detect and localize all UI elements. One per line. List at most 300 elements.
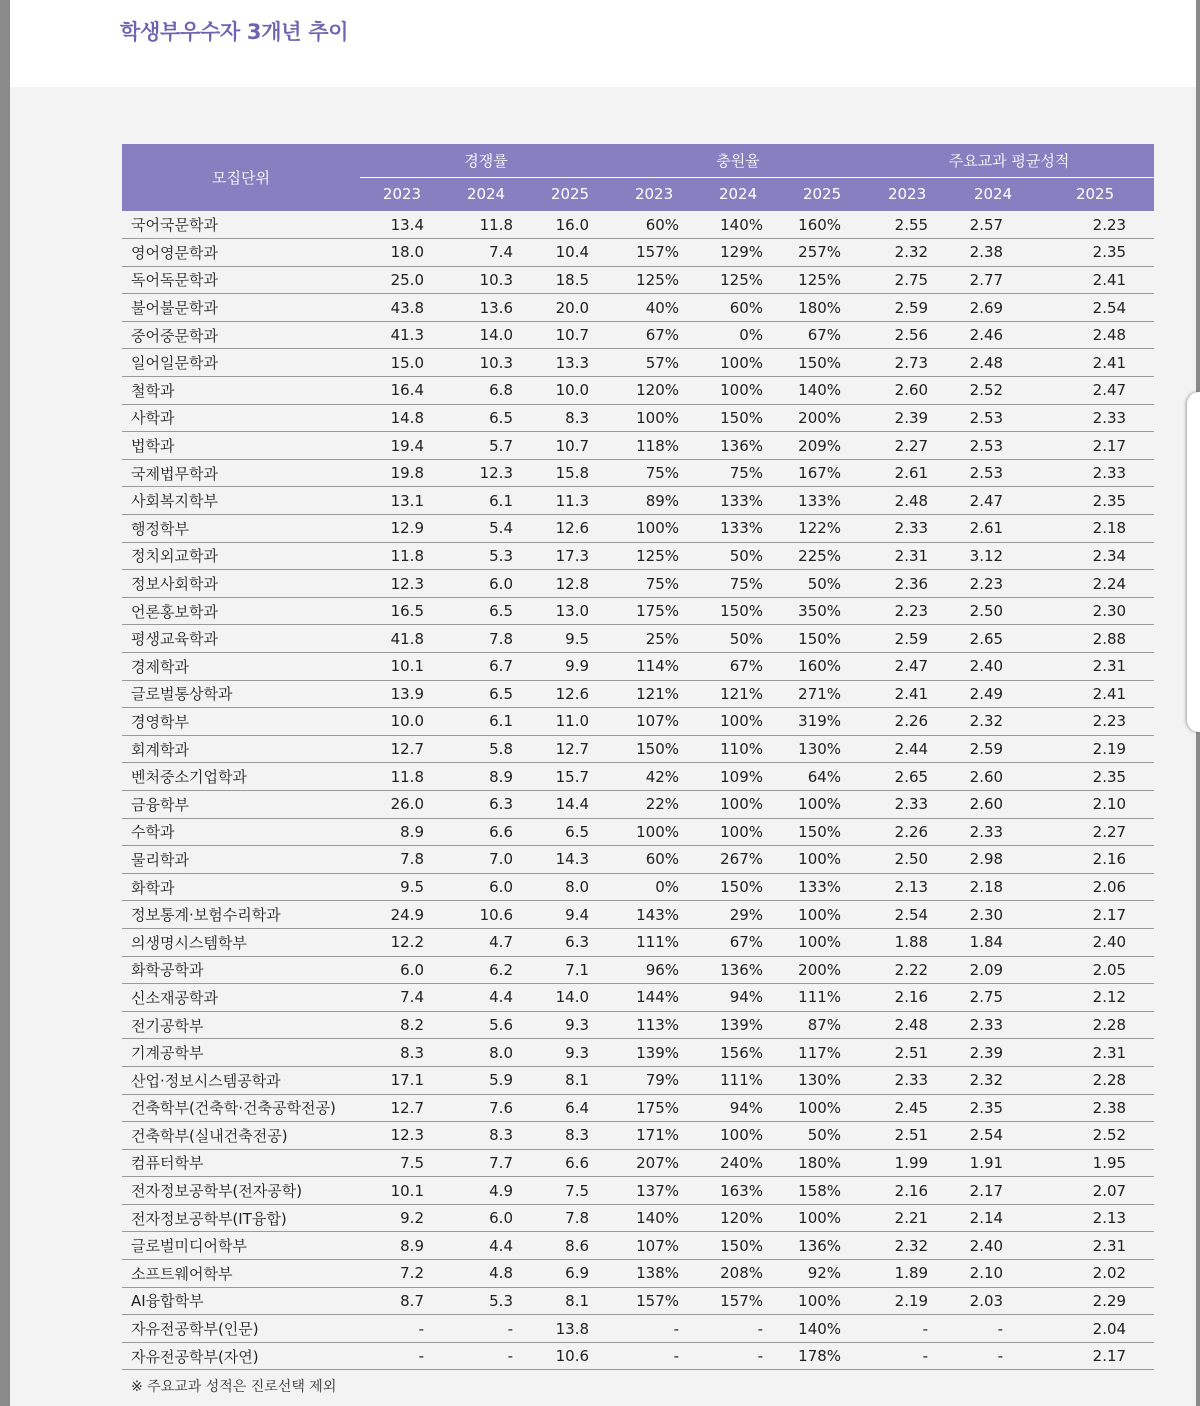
year-header: 2023 — [864, 177, 950, 211]
table-cell: 107% — [612, 1232, 696, 1260]
table-cell: 2.18 — [1036, 515, 1154, 543]
table-cell: - — [696, 1315, 780, 1343]
table-cell: 267% — [696, 846, 780, 874]
table-cell: 50% — [780, 570, 864, 598]
table-cell: 100% — [612, 404, 696, 432]
department-name: 금융학부 — [122, 790, 360, 818]
table-cell: 100% — [696, 818, 780, 846]
table-row — [122, 1122, 1154, 1150]
table-cell: 7.2 — [360, 1260, 444, 1288]
table-cell: 13.6 — [444, 294, 528, 322]
group-header-competition: 경쟁률 — [360, 144, 612, 177]
table-cell: 2.28 — [1036, 1066, 1154, 1094]
table-cell: 2.23 — [1036, 708, 1154, 736]
table-cell: 9.5 — [528, 625, 612, 653]
table-cell: 9.9 — [528, 653, 612, 681]
table-cell: 150% — [612, 735, 696, 763]
table-cell: 125% — [696, 266, 780, 294]
table-cell: 22% — [612, 790, 696, 818]
department-name: 경제학과 — [122, 653, 360, 681]
table-cell: 25.0 — [360, 266, 444, 294]
table-cell: 2.36 — [864, 570, 950, 598]
table-cell: 2.30 — [1036, 597, 1154, 625]
table-cell: 4.4 — [444, 984, 528, 1012]
table-cell: 110% — [696, 735, 780, 763]
table-cell: 180% — [780, 1149, 864, 1177]
table-row — [122, 266, 1154, 294]
department-name: 의생명시스템학부 — [122, 928, 360, 956]
department-name: 철학과 — [122, 377, 360, 405]
table-cell: 10.0 — [360, 708, 444, 736]
table-cell: 60% — [612, 846, 696, 874]
table-cell: 6.5 — [528, 818, 612, 846]
table-cell: 150% — [696, 404, 780, 432]
table-cell: 5.8 — [444, 735, 528, 763]
table-cell: 6.1 — [444, 487, 528, 515]
department-name: 행정학부 — [122, 515, 360, 543]
table-cell: 57% — [612, 349, 696, 377]
table-cell: 19.8 — [360, 459, 444, 487]
table-cell: 2.33 — [864, 515, 950, 543]
table-cell: 139% — [696, 1011, 780, 1039]
table-cell: - — [444, 1315, 528, 1343]
table-cell: 2.60 — [864, 377, 950, 405]
table-cell: 6.6 — [444, 818, 528, 846]
table-cell: 150% — [780, 349, 864, 377]
table-row — [122, 984, 1154, 1012]
table-cell: 125% — [612, 542, 696, 570]
table-cell: 2.47 — [950, 487, 1036, 515]
table-cell: 2.41 — [864, 680, 950, 708]
title-band — [10, 0, 1196, 87]
table-cell: 6.5 — [444, 680, 528, 708]
table-cell: 150% — [696, 873, 780, 901]
table-cell: 41.3 — [360, 321, 444, 349]
department-name: 글로벌미디어학부 — [122, 1232, 360, 1260]
table-cell: 2.19 — [1036, 735, 1154, 763]
table-row — [122, 1204, 1154, 1232]
table-cell: 20.0 — [528, 294, 612, 322]
table-cell: 143% — [612, 901, 696, 929]
table-cell: 140% — [780, 377, 864, 405]
table-cell: 9.2 — [360, 1204, 444, 1232]
table-cell: 100% — [696, 377, 780, 405]
table-cell: 6.0 — [444, 873, 528, 901]
table-cell: 96% — [612, 956, 696, 984]
table-cell: 13.1 — [360, 487, 444, 515]
table-row — [122, 625, 1154, 653]
table-cell: 2.47 — [864, 653, 950, 681]
table-row — [122, 1094, 1154, 1122]
table-cell: 2.35 — [1036, 239, 1154, 267]
table-cell: 129% — [696, 239, 780, 267]
table-cell: 2.54 — [1036, 294, 1154, 322]
table-cell: 2.33 — [864, 790, 950, 818]
table-cell: 6.1 — [444, 708, 528, 736]
table-cell: 100% — [696, 1122, 780, 1150]
table-cell: 163% — [696, 1177, 780, 1205]
table-cell: 9.4 — [528, 901, 612, 929]
table-cell: 89% — [612, 487, 696, 515]
table-cell: 2.59 — [950, 735, 1036, 763]
department-name: 수학과 — [122, 818, 360, 846]
department-name: 전자정보공학부(IT융합) — [122, 1204, 360, 1232]
table-cell: 2.59 — [864, 294, 950, 322]
table-cell: 10.1 — [360, 653, 444, 681]
table-cell: 2.57 — [950, 211, 1036, 239]
table-cell: 2.75 — [950, 984, 1036, 1012]
table-row — [122, 790, 1154, 818]
table-cell: 19.4 — [360, 432, 444, 460]
table-cell: 2.33 — [1036, 459, 1154, 487]
table-cell: 150% — [780, 818, 864, 846]
table-row — [122, 597, 1154, 625]
table-cell: 6.4 — [528, 1094, 612, 1122]
table-cell: 2.59 — [864, 625, 950, 653]
table-cell: 2.23 — [1036, 211, 1154, 239]
department-name: 중어중문학과 — [122, 321, 360, 349]
unit-header: 모집단위 — [122, 144, 360, 211]
table-cell: 2.02 — [1036, 1260, 1154, 1288]
table-row — [122, 321, 1154, 349]
department-name: AI융합학부 — [122, 1287, 360, 1315]
department-name: 소프트웨어학부 — [122, 1260, 360, 1288]
table-cell: 13.4 — [360, 211, 444, 239]
table-cell: 40% — [612, 294, 696, 322]
table-cell: 11.8 — [444, 211, 528, 239]
table-cell: 7.6 — [444, 1094, 528, 1122]
table-row — [122, 1260, 1154, 1288]
table-cell: 5.4 — [444, 515, 528, 543]
table-cell: 41.8 — [360, 625, 444, 653]
table-cell: 117% — [780, 1039, 864, 1067]
year-header: 2025 — [1036, 177, 1154, 211]
table-cell: - — [864, 1342, 950, 1370]
table-cell: 1.95 — [1036, 1149, 1154, 1177]
table-cell: 10.6 — [444, 901, 528, 929]
table-cell: 2.48 — [1036, 321, 1154, 349]
table-cell: - — [360, 1342, 444, 1370]
table-cell: 12.9 — [360, 515, 444, 543]
table-cell: 157% — [612, 239, 696, 267]
table-row — [122, 1149, 1154, 1177]
table-row — [122, 294, 1154, 322]
table-cell: 319% — [780, 708, 864, 736]
table-cell: 2.35 — [1036, 763, 1154, 791]
table-cell: 8.7 — [360, 1287, 444, 1315]
table-cell: 60% — [612, 211, 696, 239]
table-cell: 8.3 — [444, 1122, 528, 1150]
table-cell: 100% — [780, 846, 864, 874]
table-cell: 7.4 — [444, 239, 528, 267]
department-name: 전자정보공학부(전자공학) — [122, 1177, 360, 1205]
table-cell: 3.12 — [950, 542, 1036, 570]
table-cell: - — [950, 1342, 1036, 1370]
department-name: 화학공학과 — [122, 956, 360, 984]
department-name: 글로벌통상학과 — [122, 680, 360, 708]
table-cell: 92% — [780, 1260, 864, 1288]
table-cell: 121% — [612, 680, 696, 708]
table-cell: 107% — [612, 708, 696, 736]
table-cell: 125% — [612, 266, 696, 294]
table-cell: 2.16 — [864, 984, 950, 1012]
department-name: 사학과 — [122, 404, 360, 432]
table-cell: 6.0 — [444, 570, 528, 598]
table-cell: 2.33 — [950, 1011, 1036, 1039]
document-page — [10, 0, 1196, 1406]
table-cell: 2.17 — [1036, 901, 1154, 929]
table-cell: 2.53 — [950, 459, 1036, 487]
department-name: 정보사회학과 — [122, 570, 360, 598]
table-cell: 42% — [612, 763, 696, 791]
table-cell: 8.3 — [528, 404, 612, 432]
table-cell: 2.18 — [950, 873, 1036, 901]
table-cell: - — [612, 1315, 696, 1343]
table-cell: 75% — [612, 570, 696, 598]
table-cell: 2.21 — [864, 1204, 950, 1232]
year-header: 2023 — [612, 177, 696, 211]
table-cell: 8.2 — [360, 1011, 444, 1039]
table-row — [122, 1066, 1154, 1094]
table-cell: 2.32 — [950, 1066, 1036, 1094]
table-cell: 60% — [696, 294, 780, 322]
table-cell: 5.9 — [444, 1066, 528, 1094]
table-cell: 2.27 — [1036, 818, 1154, 846]
table-cell: 2.48 — [864, 1011, 950, 1039]
table-row — [122, 928, 1154, 956]
department-name: 자유전공학부(인문) — [122, 1315, 360, 1343]
table-row — [122, 1342, 1154, 1370]
table-cell: 6.6 — [528, 1149, 612, 1177]
table-cell: 75% — [612, 459, 696, 487]
table-cell: 2.49 — [950, 680, 1036, 708]
table-cell: 100% — [780, 1094, 864, 1122]
table-cell: 175% — [612, 597, 696, 625]
table-cell: - — [444, 1342, 528, 1370]
table-row — [122, 846, 1154, 874]
table-cell: 67% — [696, 653, 780, 681]
year-header: 2023 — [360, 177, 444, 211]
table-cell: 120% — [696, 1204, 780, 1232]
table-cell: 178% — [780, 1342, 864, 1370]
table-cell: 67% — [612, 321, 696, 349]
table-cell: 136% — [780, 1232, 864, 1260]
table-cell: 133% — [780, 487, 864, 515]
table-cell: 200% — [780, 956, 864, 984]
table-cell: 2.40 — [1036, 928, 1154, 956]
table-row — [122, 515, 1154, 543]
table-cell: 14.0 — [444, 321, 528, 349]
table-cell: 8.0 — [444, 1039, 528, 1067]
table-cell: 2.55 — [864, 211, 950, 239]
department-name: 독어독문학과 — [122, 266, 360, 294]
table-cell: 8.3 — [528, 1122, 612, 1150]
table-cell: 111% — [696, 1066, 780, 1094]
table-cell: 111% — [612, 928, 696, 956]
table-cell: 24.9 — [360, 901, 444, 929]
table-cell: - — [612, 1342, 696, 1370]
table-cell: 2.31 — [1036, 1232, 1154, 1260]
table-cell: 9.3 — [528, 1039, 612, 1067]
table-cell: 2.14 — [950, 1204, 1036, 1232]
table-cell: 2.52 — [950, 377, 1036, 405]
table-cell: 2.51 — [864, 1122, 950, 1150]
table-cell: 2.48 — [864, 487, 950, 515]
table-cell: 133% — [696, 487, 780, 515]
table-cell: 150% — [696, 597, 780, 625]
table-cell: 7.0 — [444, 846, 528, 874]
table-cell: 2.31 — [864, 542, 950, 570]
table-cell: 12.7 — [360, 1094, 444, 1122]
table-cell: 13.3 — [528, 349, 612, 377]
table-cell: 2.13 — [864, 873, 950, 901]
table-cell: 0% — [696, 321, 780, 349]
table-cell: 8.1 — [528, 1066, 612, 1094]
table-cell: 0% — [612, 873, 696, 901]
table-cell: 2.17 — [950, 1177, 1036, 1205]
table-cell: 2.98 — [950, 846, 1036, 874]
table-cell: 150% — [780, 625, 864, 653]
table-cell: 14.3 — [528, 846, 612, 874]
table-cell: 14.4 — [528, 790, 612, 818]
table-cell: 2.53 — [950, 404, 1036, 432]
table-cell: 2.52 — [1036, 1122, 1154, 1150]
table-cell: 7.1 — [528, 956, 612, 984]
table-cell: 100% — [696, 708, 780, 736]
table-cell: 240% — [696, 1149, 780, 1177]
table-cell: 4.4 — [444, 1232, 528, 1260]
table-cell: 13.9 — [360, 680, 444, 708]
table-cell: 1.99 — [864, 1149, 950, 1177]
table-cell: 100% — [612, 818, 696, 846]
table-cell: 6.8 — [444, 377, 528, 405]
table-cell: 4.7 — [444, 928, 528, 956]
table-cell: 6.3 — [444, 790, 528, 818]
table-cell: 2.22 — [864, 956, 950, 984]
table-cell: 11.8 — [360, 542, 444, 570]
table-cell: 2.29 — [1036, 1287, 1154, 1315]
table-cell: 12.7 — [528, 735, 612, 763]
table-cell: 2.44 — [864, 735, 950, 763]
table-cell: 100% — [780, 1204, 864, 1232]
table-cell: 2.13 — [1036, 1204, 1154, 1232]
table-cell: 10.0 — [528, 377, 612, 405]
table-cell: 15.7 — [528, 763, 612, 791]
table-cell: 2.23 — [864, 597, 950, 625]
table-cell: 50% — [780, 1122, 864, 1150]
table-cell: 10.1 — [360, 1177, 444, 1205]
table-cell: 8.9 — [360, 1232, 444, 1260]
table-cell: 2.46 — [950, 321, 1036, 349]
table-cell: 2.60 — [950, 790, 1036, 818]
table-cell: 17.3 — [528, 542, 612, 570]
table-cell: 2.23 — [950, 570, 1036, 598]
table-cell: 2.53 — [950, 432, 1036, 460]
table-cell: 64% — [780, 763, 864, 791]
table-row — [122, 377, 1154, 405]
table-cell: 2.56 — [864, 321, 950, 349]
table-cell: - — [696, 1342, 780, 1370]
table-cell: 6.2 — [444, 956, 528, 984]
table-cell: 2.07 — [1036, 1177, 1154, 1205]
table-cell: 100% — [696, 790, 780, 818]
table-cell: 6.7 — [444, 653, 528, 681]
table-cell: 140% — [612, 1204, 696, 1232]
table-cell: 12.3 — [360, 570, 444, 598]
table-cell: 2.65 — [864, 763, 950, 791]
table-cell: 144% — [612, 984, 696, 1012]
table-cell: 4.9 — [444, 1177, 528, 1205]
table-cell: 2.17 — [1036, 432, 1154, 460]
table-row — [122, 1011, 1154, 1039]
table-row — [122, 956, 1154, 984]
table-cell: 18.0 — [360, 239, 444, 267]
table-cell: 8.1 — [528, 1287, 612, 1315]
table-cell: 75% — [696, 570, 780, 598]
table-cell: 94% — [696, 1094, 780, 1122]
table-cell: 158% — [780, 1177, 864, 1205]
table-cell: 109% — [696, 763, 780, 791]
table-cell: 43.8 — [360, 294, 444, 322]
table-cell: 2.41 — [1036, 349, 1154, 377]
table-cell: 6.5 — [444, 404, 528, 432]
year-header: 2024 — [444, 177, 528, 211]
table-row — [122, 570, 1154, 598]
table-cell: 157% — [612, 1287, 696, 1315]
table-cell: 6.0 — [360, 956, 444, 984]
table-cell: 2.30 — [950, 901, 1036, 929]
table-cell: 271% — [780, 680, 864, 708]
department-name: 건축학부(실내건축전공) — [122, 1122, 360, 1150]
table-cell: 5.7 — [444, 432, 528, 460]
table-cell: 18.5 — [528, 266, 612, 294]
table-row — [122, 901, 1154, 929]
table-cell: 2.60 — [950, 763, 1036, 791]
scroll-handle[interactable] — [1187, 392, 1200, 732]
table-cell: 140% — [780, 1315, 864, 1343]
table-cell: 2.50 — [950, 597, 1036, 625]
table-cell: 75% — [696, 459, 780, 487]
table-row — [122, 735, 1154, 763]
table-cell: 136% — [696, 432, 780, 460]
department-name: 영어영문학과 — [122, 239, 360, 267]
table-cell: - — [360, 1315, 444, 1343]
table-cell: 10.7 — [528, 432, 612, 460]
table-cell: 2.06 — [1036, 873, 1154, 901]
table-cell: 4.8 — [444, 1260, 528, 1288]
table-cell: 16.0 — [528, 211, 612, 239]
table-row — [122, 818, 1154, 846]
table-cell: 175% — [612, 1094, 696, 1122]
table-cell: 6.3 — [528, 928, 612, 956]
table-cell: 2.35 — [1036, 487, 1154, 515]
table-cell: 2.38 — [950, 239, 1036, 267]
table-cell: 6.9 — [528, 1260, 612, 1288]
table-cell: 10.6 — [528, 1342, 612, 1370]
table-row — [122, 349, 1154, 377]
group-header-gpa: 주요교과 평균성적 — [864, 144, 1154, 177]
table-row — [122, 653, 1154, 681]
table-cell: 150% — [696, 1232, 780, 1260]
table-cell: 160% — [780, 211, 864, 239]
table-cell: 2.10 — [1036, 790, 1154, 818]
department-name: 화학과 — [122, 873, 360, 901]
table-row — [122, 708, 1154, 736]
table-cell: 8.6 — [528, 1232, 612, 1260]
table-cell: 14.8 — [360, 404, 444, 432]
table-cell: 2.31 — [1036, 653, 1154, 681]
table-cell: 1.84 — [950, 928, 1036, 956]
